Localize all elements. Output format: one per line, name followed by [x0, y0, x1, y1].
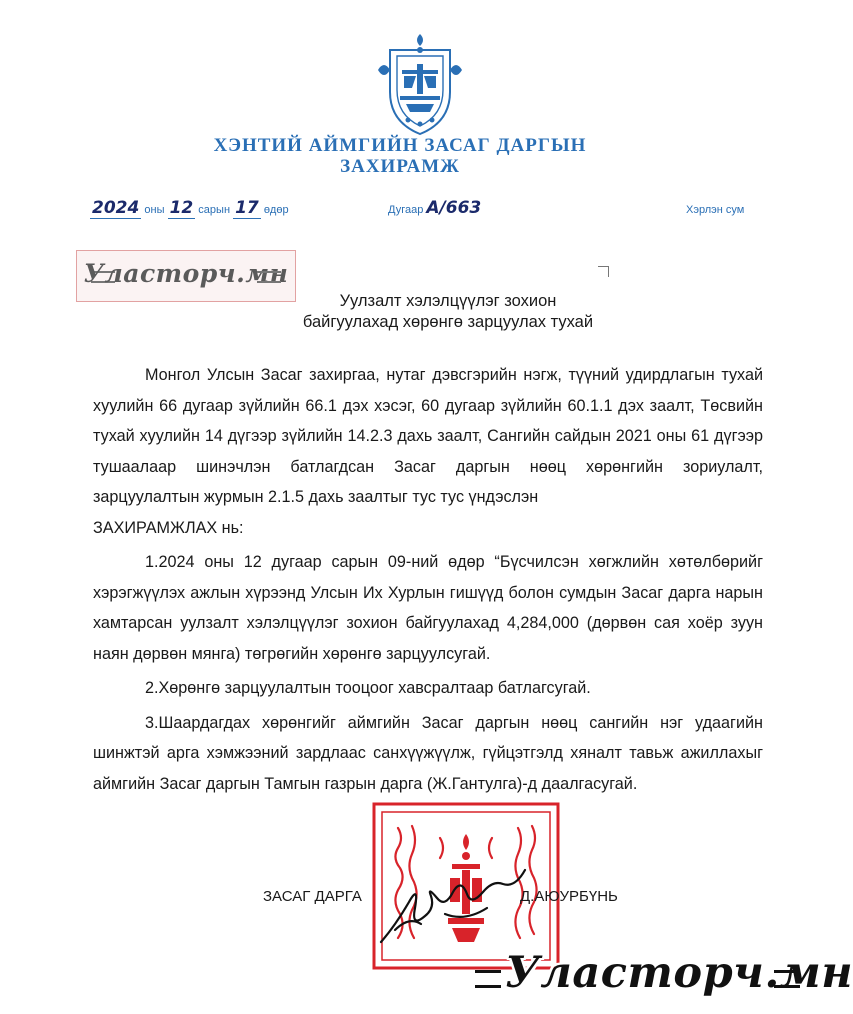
signer-title: ЗАСАГ ДАРГА [263, 888, 362, 905]
issuer-title: ХЭНТИЙ АЙМГИЙН ЗАСАГ ДАРГЫН [213, 135, 587, 156]
watermark-bars-icon [257, 271, 281, 283]
state-emblem-icon [370, 30, 470, 138]
place-label: Хэрлэн сум [686, 204, 745, 216]
date-year-suffix: оны [144, 204, 165, 216]
subject-line-2: байгуулахад хөрөнгө зарцуулах тухай [302, 313, 594, 331]
date-day: 17 [235, 198, 259, 218]
date-field [90, 198, 289, 219]
decree-item-2: 2.Хөрөнгө зарцуулалтын тооцоог хавсралтаар батлагсугай. [145, 679, 591, 697]
watermark-text: Уласторч.мн [83, 259, 289, 288]
date-day-suffix: өдөр [263, 204, 289, 216]
corner-mark [598, 266, 609, 277]
signature-icon [375, 856, 535, 946]
date-month: 12 [169, 198, 194, 218]
document-type: ЗАХИРАМЖ [340, 156, 460, 177]
decree-body [93, 360, 763, 803]
signer-name: Д.АЮУРБҮНЬ [520, 888, 618, 905]
number-field [388, 198, 481, 218]
watermark-logo-bottom [475, 948, 853, 1010]
watermark-bars-icon [475, 970, 501, 988]
date-year: 2024 [92, 198, 140, 218]
decree-item-1: 1.2024 оны 12 дугаар сарын 09-ний өдөр “Бүсчилсэн хөгжлийн хөтөлбөрийг хэрэгжүүлэх ажлын хүрээнд Улсын Их Хурлын гишүүд болон сумдын Засаг дарга нарын хамтарсан уулзалт хэлэлцүүлэг зохион байгуулахад 4,284,000 (дөрвөн сая хоёр зуун наян дөрвөн мянга) төгрөгийн хөрөнгө зарцуулсугай. [93, 553, 763, 663]
meta-row [0, 196, 800, 222]
date-month-suffix: сарын [198, 204, 231, 216]
subject-line-1: Уулзалт хэлэлцүүлэг зохион [339, 292, 557, 310]
order-word: ЗАХИРАМЖЛАХ нь: [93, 518, 244, 537]
watermark-bars-icon [774, 970, 800, 988]
watermark-text: Уласторч.мн [505, 948, 853, 998]
number-label: Дугаар [388, 204, 424, 216]
document-number: А/663 [426, 198, 482, 218]
preamble-paragraph: Монгол Улсын Засаг захиргаа, нутаг дэвсгэрийн нэгж, түүний удирдлагын тухай хуулийн 66 дугаар зүйлийн 66.1 дэх хэсэг, 60 дугаар зүйлийн 60.1.1 дэх заалт, Төсвийн тухай хуулийн 14 дүгээр зүйлийн 14.2.3 дахь заалт, Сангийн сайдын 2021 оны 61 дүгээр тушаалаар шинэчлэн батлагдсан Засаг даргын нөөц хөрөнгийн зориулалт, зарцуулалтын журмын 2.1.5 дахь заалтыг тус тус үндэслэн [93, 366, 763, 506]
decree-item-3: 3.Шаардагдах хөрөнгийг аймгийн Засаг даргын нөөц сангийн нэг удаагийн шинжтэй арга хэмжээний зардлаас санхүүжүүлж, гүйцэтгэлд хяналт тавьж ажиллахыг аймгийн Засаг даргын Тамгын газрын дарга (Ж.Гантулга)-д даалгасугай. [93, 713, 763, 793]
